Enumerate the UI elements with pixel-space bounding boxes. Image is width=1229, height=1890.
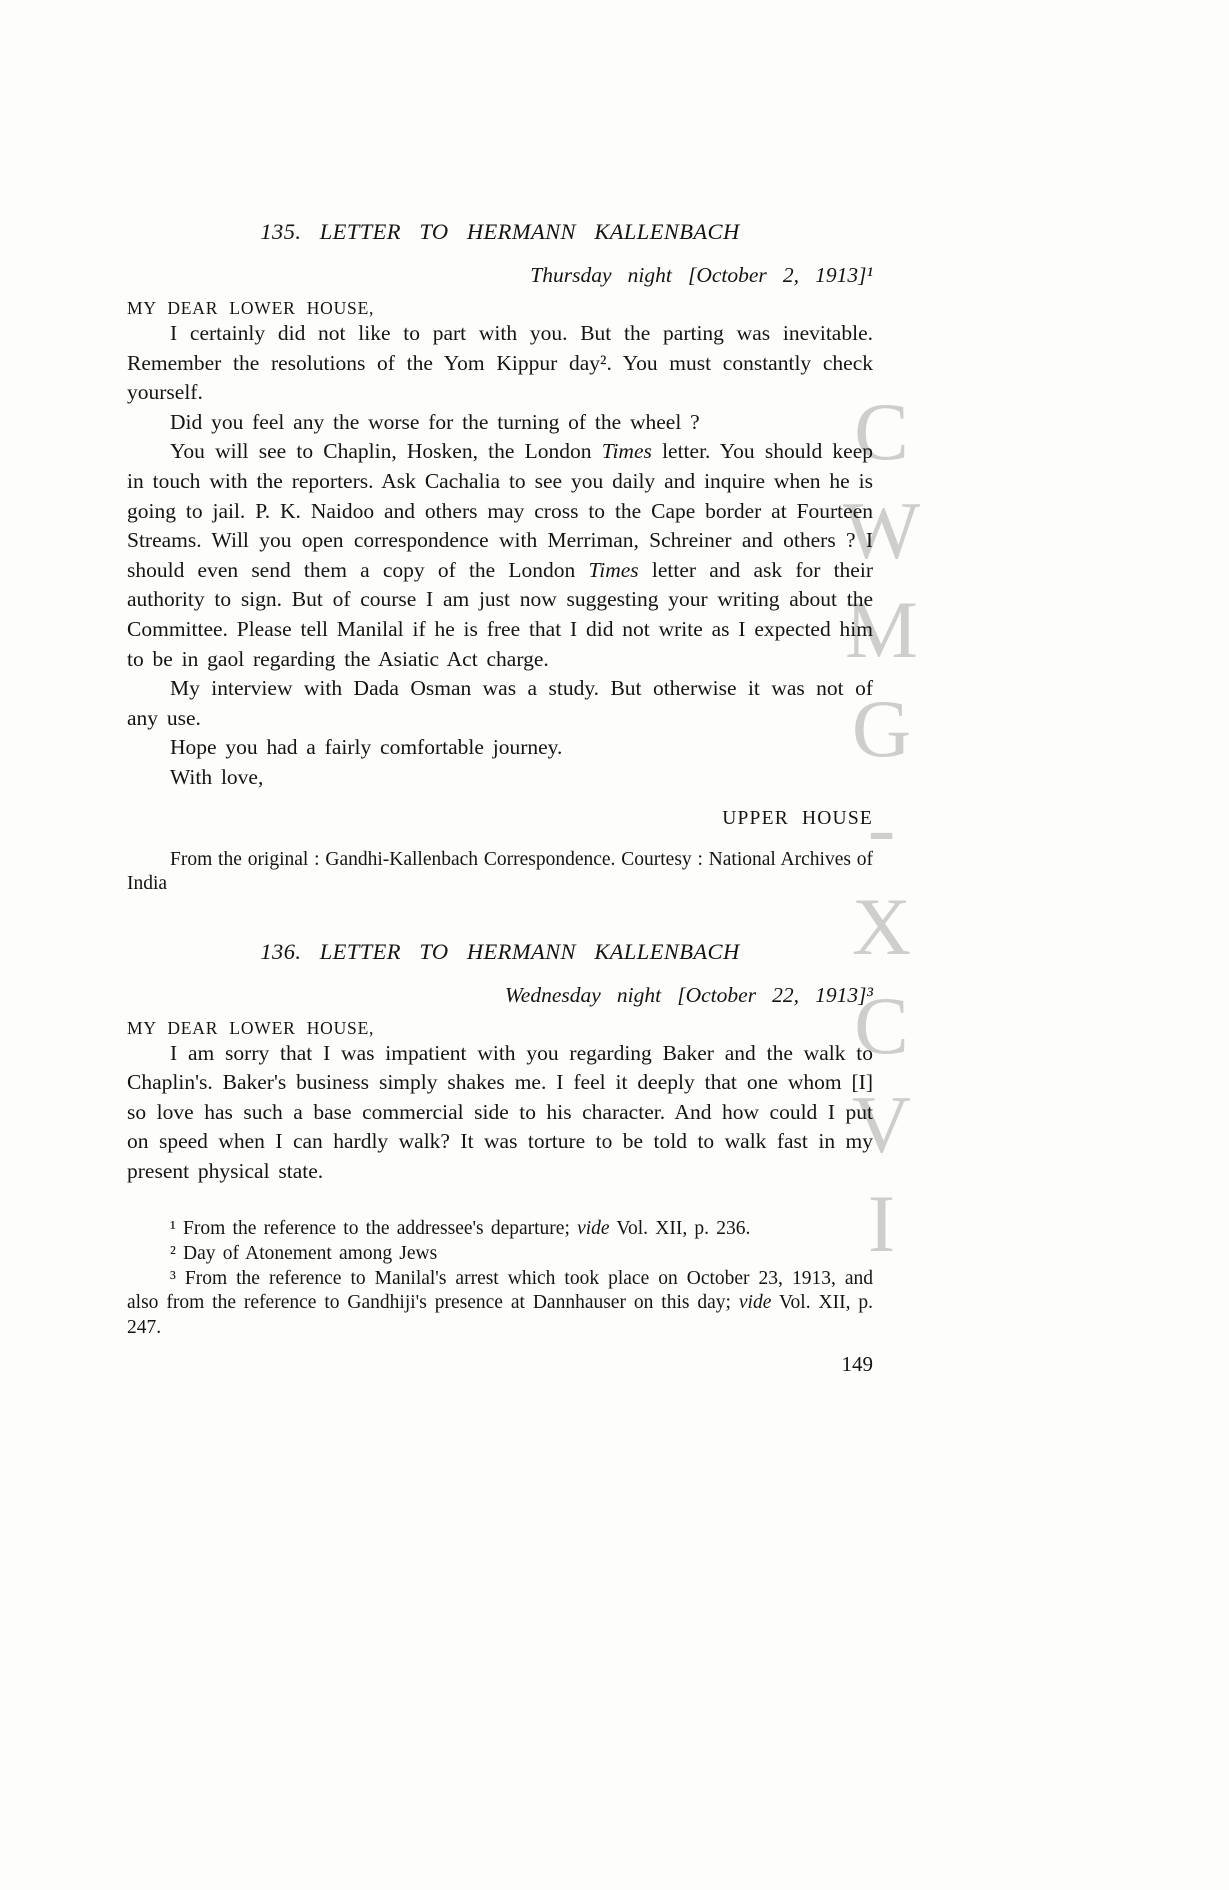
footnotes-block <box>127 1217 873 1340</box>
letter-135-source-note: From the original : Gandhi-Kallenbach Correspondence. Courtesy : National Archives of India <box>127 848 873 894</box>
letter-135-dateline: Thursday night [October 2, 1913]¹ <box>530 263 873 287</box>
page-content <box>127 0 873 1377</box>
footnote-3: ³ From the reference to Manilal's arrest which took place on October 23, 1913, and also from the reference to Gandhiji's presence at Dannhauser on this day; vide Vol. XII, p. 247. <box>127 1267 873 1338</box>
letter-135 <box>127 219 873 897</box>
letter-136 <box>127 939 873 1187</box>
page-number: 149 <box>841 1352 873 1377</box>
letter-135-paragraph-4: My interview with Dada Osman was a study. But otherwise it was not of any use. <box>127 676 873 730</box>
footnote-1: ¹ From the reference to the addressee's departure; vide Vol. XII, p. 236. <box>170 1218 751 1240</box>
letter-135-paragraph-3: You will see to Chaplin, Hosken, the London Times letter. You should keep in touch with the reporters. Ask Cachalia to see you daily and inquire when he is going to jail. P. K. Naidoo and others may cross to the Cape border at Fourteen Streams. Will you open correspondence with Merriman, Schreiner and others ? I should even send them a copy of the London Times letter and ask for their authority to sign. But of course I am just now suggesting your writing about the Committee. Please tell Manilal if he is free that I did not write as I expected him to be in gaol regarding the Asiatic Act charge. <box>127 439 873 671</box>
letter-135-signature: UPPER HOUSE <box>722 807 873 829</box>
letter-136-salutation: MY DEAR LOWER HOUSE, <box>127 1017 375 1038</box>
letter-136-paragraph-1: I am sorry that I was impatient with you regarding Baker and the walk to Chaplin's. Baker's business simply shakes me. I feel it deeply that one whom [I] so love has such a base commercial side to his character. And how could I put on speed when I can hardly walk? It was torture to be told to walk fast in my present physical state. <box>127 1040 873 1183</box>
volume-watermark: CWMG-XCVI <box>836 386 927 1277</box>
letter-136-title: 136. LETTER TO HERMANN KALLENBACH <box>260 938 740 964</box>
letter-135-title: 135. LETTER TO HERMANN KALLENBACH <box>260 219 740 244</box>
footnote-2: ² Day of Atonement among Jews <box>170 1243 438 1265</box>
letter-135-paragraph-5: Hope you had a fairly comfortable journey. <box>170 735 563 760</box>
letter-135-salutation: MY DEAR LOWER HOUSE, <box>127 298 375 318</box>
letter-135-paragraph-6: With love, <box>170 764 264 789</box>
letter-136-dateline: Wednesday night [October 22, 1913]³ <box>504 982 873 1007</box>
letter-135-paragraph-2: Did you feel any the worse for the turning of the wheel ? <box>170 409 700 434</box>
letter-135-paragraph-1: I certainly did not like to part with you. But the parting was inevitable. Remember the resolutions of the Yom Kippur day². You must constantly check yourself. <box>127 321 873 405</box>
